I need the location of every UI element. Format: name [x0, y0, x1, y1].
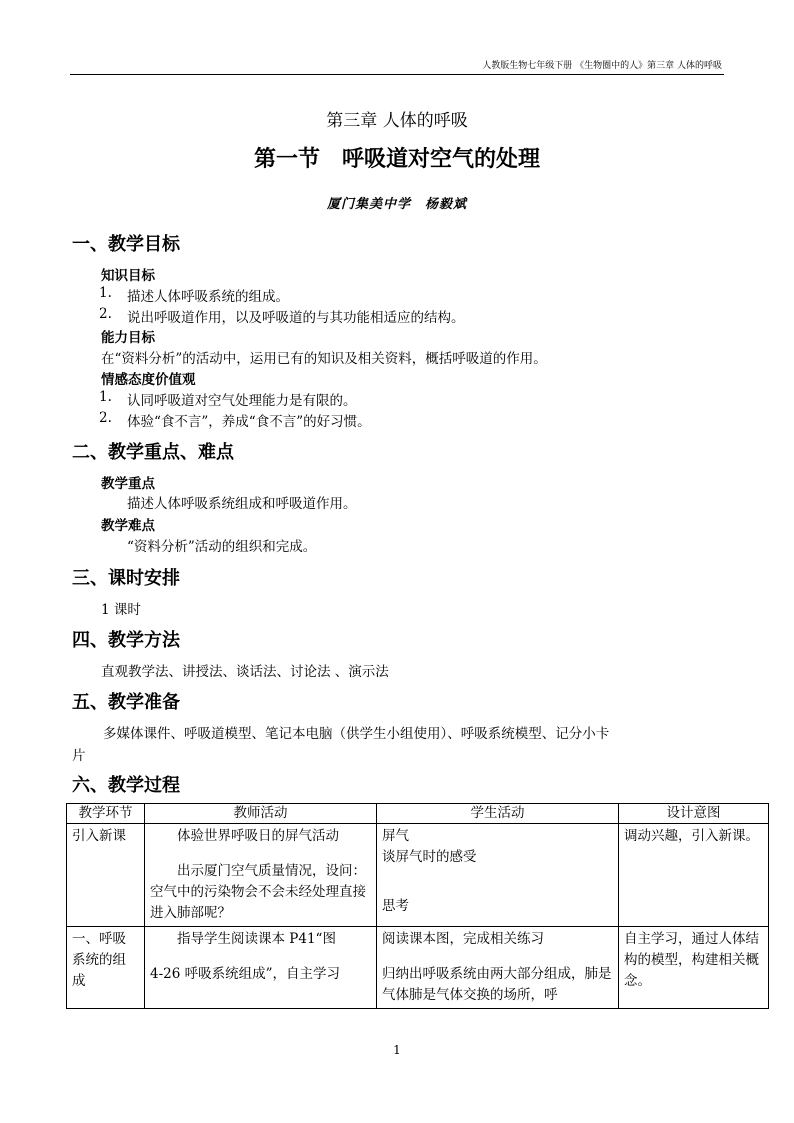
list-number: 1. — [99, 389, 112, 405]
section-heading-objectives: 一、教学目标 — [72, 234, 180, 255]
student-activity-line: 思考 — [382, 898, 409, 914]
column-header: 学生活动 — [377, 804, 619, 824]
teacher-activity-line: 4-26 呼吸系统组成”，自主学习 — [150, 966, 341, 982]
student-activity-cell — [377, 927, 619, 1009]
attitude-objectives-title: 情感态度价值观 — [101, 372, 196, 388]
schedule-text: 1 课时 — [101, 602, 141, 618]
chapter-title: 第三章 人体的呼吸 — [326, 111, 468, 131]
teaching-process-table — [66, 803, 769, 1009]
section-heading-schedule: 三、课时安排 — [72, 568, 180, 589]
list-number: 1. — [99, 285, 112, 301]
student-activity-line: 阅读课本图，完成相关练习 — [382, 931, 544, 947]
teacher-activity-cell — [145, 927, 377, 1009]
preparation-text-line2: 片 — [72, 748, 86, 764]
list-item: 认同呼吸道对空气处理能力是有限的。 — [127, 393, 357, 409]
table-header-row — [67, 804, 769, 824]
column-header: 教师活动 — [145, 804, 377, 824]
teacher-activity-line: 体验世界呼吸日的屏气活动 — [177, 828, 339, 844]
list-number: 2. — [99, 306, 112, 322]
page-header — [70, 54, 724, 75]
column-header: 教学环节 — [67, 804, 145, 824]
key-point-text: 描述人体呼吸系统组成和呼吸道作用。 — [127, 496, 357, 512]
list-item: 说出呼吸道作用，以及呼吸道的与其功能相适应的结构。 — [127, 310, 465, 326]
column-header: 设计意图 — [619, 804, 769, 824]
ability-objectives-title: 能力目标 — [101, 330, 155, 346]
section-heading-process: 六、教学过程 — [72, 775, 180, 796]
student-activity-line: 屏气 — [382, 828, 409, 844]
student-activity-line: 谈屏气时的感受 — [382, 849, 477, 865]
list-number: 2. — [99, 410, 112, 426]
knowledge-objectives-title: 知识目标 — [101, 268, 155, 284]
key-point-title: 教学重点 — [101, 476, 155, 492]
difficulty-title: 教学难点 — [101, 518, 155, 534]
ability-objectives-text: 在“资料分析”的活动中，运用已有的知识及相关资料，概括呼吸道的作用。 — [101, 351, 547, 367]
lesson-title: 第一节 呼吸道对空气的处理 — [253, 146, 540, 172]
student-activity-cell — [377, 824, 619, 927]
running-title: 人教版生物七年级下册 《生物圈中的人》第三章 人体的呼吸 — [482, 61, 722, 71]
design-intent-cell: 调动兴趣，引入新课。 — [619, 824, 769, 927]
section-heading-key-points: 二、教学重点、难点 — [72, 442, 234, 463]
table-row — [67, 824, 769, 927]
teacher-activity-cell — [145, 824, 377, 927]
student-activity-line: 归纳出呼吸系统由两大部分组成，肺是气体肺是气体交换的场所，呼 — [382, 966, 612, 1003]
section-heading-methods: 四、教学方法 — [72, 630, 180, 651]
stage-cell: 引入新课 — [67, 824, 145, 927]
list-item: 体验“食不言”，养成“食不言”的好习惯。 — [127, 414, 371, 430]
list-item: 描述人体呼吸系统的组成。 — [127, 289, 289, 305]
methods-text: 直观教学法、讲授法、谈话法、讨论法 、演示法 — [101, 664, 389, 680]
table-row — [67, 927, 769, 1009]
page-number: 1 — [393, 1043, 401, 1057]
design-intent-cell: 自主学习，通过人体结构的模型，构建相关概念。 — [619, 927, 769, 1009]
difficulty-text: “资料分析”活动的组织和完成。 — [127, 539, 317, 555]
teacher-activity-line: 出示厦门空气质量情况，设问：空气中的污染物会不会未经处理直接进入肺部呢？ — [150, 863, 366, 921]
author-line: 厦门集美中学 杨毅斌 — [326, 197, 467, 212]
preparation-text-line1: 多媒体课件、呼吸道模型、笔记本电脑（供学生小组使用）、呼吸系统模型、记分小卡 — [103, 726, 610, 742]
section-heading-preparation: 五、教学准备 — [72, 692, 180, 713]
teacher-activity-line: 指导学生阅读课本 P41“图 — [177, 931, 336, 947]
stage-cell: 一、呼吸系统的组成 — [67, 927, 145, 1009]
